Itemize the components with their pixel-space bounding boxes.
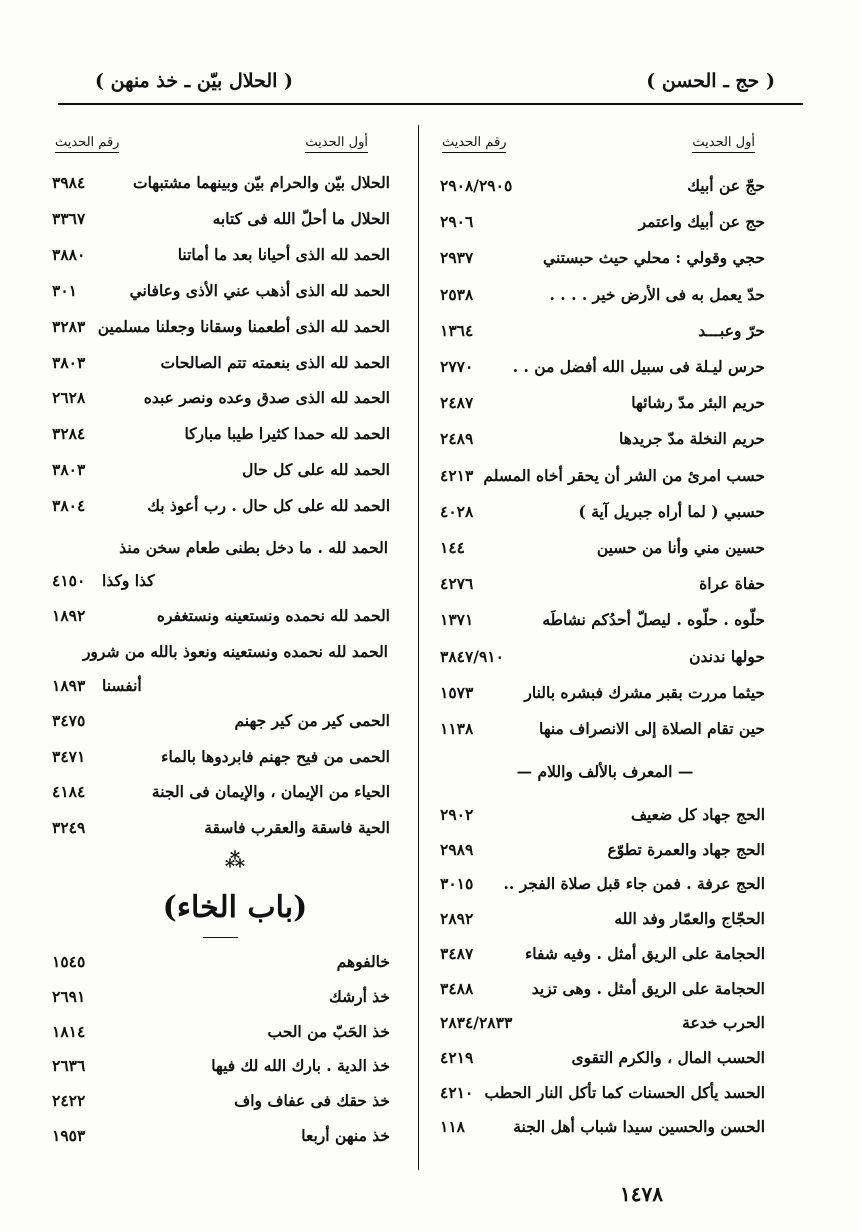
hadith-number: ٢٤٨٩ (440, 429, 474, 449)
hadith-opening-text: حج عن أبيك واعتمر (638, 212, 765, 232)
hadith-opening-text: حريم النخلة مدّ جريدها (618, 429, 765, 449)
left-col-num-header: رقم الحديث (55, 135, 119, 153)
hadith-opening-text: الحياء من الإيمان ، والإيمان فى الجنة (151, 782, 390, 801)
hadith-number: ٤٢١٣ (440, 465, 474, 485)
left-index-entry (52, 987, 390, 1017)
right-index-entry (440, 176, 765, 206)
hadith-opening-text: الحية فاسقة والعقرب فاسقة (204, 817, 390, 837)
left-multi-2-num: ١٨٩٣ (52, 676, 86, 695)
chapter-title-rule (203, 937, 238, 938)
right-index-entry (440, 466, 765, 496)
right-index-entry (440, 429, 765, 459)
right-index-entry (440, 574, 765, 604)
hadith-number: ٤١٨٤ (52, 782, 86, 801)
hadith-number: ٣٨٠٣ (52, 460, 86, 480)
right-index-entry (440, 840, 765, 870)
hadith-number: ٢٩٨٩ (440, 839, 474, 859)
running-header-right: ( حج ـ الحسن ) (646, 70, 775, 92)
hadith-number: ٣٢٨٤ (52, 424, 86, 444)
hadith-number: ١٩٥٣ (52, 1126, 86, 1145)
hadith-number: ٢٤٨٧ (440, 393, 474, 413)
hadith-number: ٣٠١ (52, 280, 77, 300)
hadith-number: ٣٤٧٥ (52, 711, 86, 730)
right-index-entry (440, 1013, 765, 1043)
hadith-opening-text: الحمى من فيح جهنم فابردوها بالماء (161, 746, 390, 766)
hadith-opening-text: حيثما مررت بقبر مشرك فبشره بالنار (524, 682, 765, 702)
hadith-number: ١٤٤ (440, 538, 465, 557)
left-index-entry (52, 1091, 390, 1121)
left-index-entry (52, 782, 390, 812)
hadith-opening-text: الحمد لله الذى أطعمنا وسقانا وجعلنا مسلمين (97, 316, 390, 336)
right-col-num-header: رقم الحديث (442, 135, 506, 153)
hadith-opening-text: الحسد يأكل الحسنات كما تأكل النار الحطب (484, 1082, 765, 1102)
hadith-opening-text: الحج جهاد كل ضعيف (630, 805, 765, 824)
hadith-opening-text: حسب امرئ من الشر أن يحقر أخاه المسلم (483, 465, 765, 485)
hadith-opening-text: حرس ليـلة فى سبيل الله أفضل من . . (512, 357, 765, 376)
hadith-number: ٤٠٢٨ (440, 501, 474, 521)
section-title: — المعرف بالألف واللام — (516, 762, 694, 781)
hadith-opening-text: الحسب المال ، والكرم التقوى (571, 1047, 765, 1067)
column-divider (418, 125, 419, 1170)
hadith-number: ٤٢١٩ (440, 1047, 474, 1067)
hadith-number: ٣٤٨٧ (440, 943, 474, 963)
hadith-opening-text: الحمد لله نحمده ونستعينه ونستغفره (156, 606, 390, 625)
hadith-number: ٣٢٨٣ (52, 316, 86, 336)
right-index-entry (440, 1048, 765, 1078)
left-index-entry (52, 460, 390, 490)
chapter-title: (باب الخاء) (162, 890, 308, 925)
hadith-number: ٤٢٧٦ (440, 574, 474, 594)
left-index-entry (52, 173, 390, 203)
hadith-opening-text: الحج جهاد والعمرة تطوّع (607, 839, 765, 859)
hadith-number: ١٨١٤ (52, 1021, 86, 1041)
left-index-entry (52, 388, 390, 418)
hadith-opening-text: خذ الحَبّ من الحب (267, 1021, 390, 1041)
right-index-entry (440, 719, 765, 749)
right-index-entry (440, 1117, 765, 1147)
hadith-opening-text: الحمى كير من كير جهنم (234, 711, 390, 730)
right-index-entry (440, 1083, 765, 1113)
hadith-opening-text: حدّ يعمل به فى الأرض خير . . . . (549, 284, 765, 304)
hadith-number: ٢٥٣٨ (440, 284, 474, 304)
hadith-number: ٣٤٧١ (52, 746, 86, 766)
hadith-number: ١١٨ (440, 1117, 465, 1137)
hadith-number: ٣٨٤٧/٩١٠ (440, 646, 504, 666)
hadith-number: ١٥٧٣ (440, 682, 474, 702)
hadith-number: ٢٨٩٢ (440, 909, 474, 929)
hadith-opening-text: الحمد لله الذى بنعمته تتم الصالحات (160, 352, 390, 372)
hadith-opening-text: خالفوهم (336, 952, 390, 971)
hadith-number: ٢٦٢٨ (52, 388, 86, 408)
left-index-entry (52, 747, 390, 777)
hadith-opening-text: خذ أرشك (329, 986, 390, 1006)
hadith-opening-text: خذ منهن أربعا (301, 1126, 390, 1145)
hadith-number: ١٣٧١ (440, 610, 474, 630)
hadith-opening-text: الحلال ما أحلّ الله فى كتابه (212, 208, 390, 228)
hadith-opening-text: الحمد لله الذى صدق وعده ونصر عبده (143, 388, 390, 408)
hadith-number: ٣٩٨٤ (52, 173, 86, 192)
hadith-opening-text: حفاة عراة (699, 574, 765, 594)
left-index-entry (52, 1126, 390, 1156)
hadith-number: ٢٤٢٢ (52, 1091, 86, 1111)
left-index-entry (52, 424, 390, 454)
left-index-entry (52, 496, 390, 526)
page-number: ١٤٧٨ (620, 1182, 663, 1206)
hadith-opening-text: حسبي ( لما أراه جبريل آية ) (578, 501, 765, 521)
hadith-number: ١٥٤٥ (52, 952, 86, 971)
right-index-entry (440, 874, 765, 904)
left-multi-1-line1: الحمد لله . ما دخل بطنى طعام سخن منذ (119, 538, 388, 557)
left-index-entry (52, 245, 390, 275)
right-index-entry (440, 610, 765, 640)
right-index-entry (440, 538, 765, 568)
left-multi-1-line2: كذا وكذا (102, 571, 155, 590)
hadith-number: ١١٣٨ (440, 719, 474, 738)
left-index-entry (52, 1056, 390, 1086)
hadith-number: ٣٨٨٠ (52, 244, 86, 264)
hadith-opening-text: الحجامة على الريق أمثل . وفيه شفاء (524, 943, 765, 963)
hadith-number: ٣٣٦٧ (52, 208, 86, 228)
hadith-opening-text: حين تقام الصلاة إلى الانصراف منها (539, 719, 765, 738)
hadith-number: ٢٦٩١ (52, 986, 86, 1006)
hadith-opening-text: الحمد لله الذى أذهب عني الأذى وعافاني (129, 280, 390, 300)
hadith-opening-text: الحمد لله حمدا كثيرا طيبا مباركا (184, 424, 390, 444)
hadith-number: ٣٤٨٨ (440, 978, 474, 998)
hadith-opening-text: حجّ عن أبيك (687, 176, 765, 195)
right-index-entry (440, 944, 765, 974)
hadith-opening-text: الحسن والحسين سيدا شباب أهل الجنة (513, 1117, 765, 1137)
right-index-entry (440, 321, 765, 351)
right-index-entry (440, 979, 765, 1009)
right-index-entry (440, 805, 765, 835)
left-index-entry (52, 353, 390, 383)
left-multi-2-line2: أنفسنا (102, 676, 142, 695)
header-rule (58, 103, 803, 105)
right-index-entry (440, 647, 765, 677)
hadith-number: ٣٠١٥ (440, 874, 474, 894)
hadith-opening-text: الحجامة على الريق أمثل . وهى تزيد (531, 978, 765, 998)
hadith-number: ٣٢٤٩ (52, 817, 86, 837)
left-index-entry (52, 818, 390, 848)
hadith-number: ٣٨٠٣ (52, 352, 86, 372)
right-col-text-header: أول الحديث (692, 135, 755, 153)
hadith-number: ٢٦٣٦ (52, 1056, 86, 1076)
hadith-opening-text: حرّ وعبـــد (698, 320, 765, 340)
hadith-opening-text: الحمد لله على كل حال (242, 460, 390, 480)
hadith-number: ٣٨٠٤ (52, 496, 86, 516)
left-index-entry (52, 606, 390, 636)
left-col-text-header: أول الحديث (305, 135, 368, 153)
hadith-number: ٢٩٠٦ (440, 212, 474, 232)
left-index-entry (52, 1022, 390, 1052)
hadith-number: ٢٨٣٤/٢٨٣٣ (440, 1013, 513, 1033)
hadith-opening-text: حجي وقولي : محلي حيث حبستني (543, 248, 765, 268)
hadith-number: ١٣٦٤ (440, 320, 474, 340)
right-index-entry (440, 285, 765, 315)
left-index-entry (52, 317, 390, 347)
hadith-opening-text: الحمد لله الذى أحيانا بعد ما أماتنا (177, 244, 390, 264)
hadith-number: ٢٩٣٧ (440, 248, 474, 268)
hadith-number: ٢٩٠٢ (440, 805, 474, 824)
hadith-opening-text: خذ الدية . بارك الله لك فيها (211, 1056, 390, 1076)
hadith-number: ٢٩٠٨/٢٩٠٥ (440, 176, 513, 195)
right-index-entry (440, 212, 765, 242)
right-index-entry (440, 909, 765, 939)
hadith-opening-text: الحرب خدعة (682, 1013, 765, 1033)
right-index-entry (440, 248, 765, 278)
hadith-number: ٤٢١٠ (440, 1082, 474, 1102)
hadith-number: ٢٧٧٠ (440, 357, 474, 376)
left-multi-2-line1: الحمد لله نحمده ونستعينه ونعوذ بالله من شرور (82, 642, 388, 661)
hadith-opening-text: الحج عرفة . فمن جاء قبل صلاة الفجر .. (503, 874, 765, 894)
hadith-opening-text: خذ حقك فى عفاف واف (234, 1091, 390, 1111)
right-index-entry (440, 683, 765, 713)
right-index-entry (440, 502, 765, 532)
left-index-entry (52, 209, 390, 239)
hadith-opening-text: الحجّاج والعمّار وفد الله (614, 909, 765, 929)
hadith-opening-text: الحمد لله على كل حال . رب أعوذ بك (147, 496, 390, 516)
hadith-opening-text: حلّوه . حلّوه . ليصلّ أحدُكم نشاطَه (542, 610, 765, 630)
section-separator-stars: ⁂ (224, 848, 246, 872)
hadith-number: ١٨٩٢ (52, 606, 86, 625)
left-multi-1-num: ٤١٥٠ (52, 571, 86, 590)
hadith-opening-text: الحلال بيّن والحرام بيّن وبينهما مشتبهات (132, 173, 390, 192)
left-index-entry (52, 952, 390, 982)
hadith-opening-text: حريم البئر مدّ رشائها (631, 393, 765, 413)
right-index-entry (440, 393, 765, 423)
left-index-entry (52, 281, 390, 311)
right-index-entry (440, 357, 765, 387)
left-index-entry (52, 711, 390, 741)
hadith-opening-text: حسين مني وأنا من حسين (596, 538, 765, 557)
hadith-opening-text: حولها ندندن (689, 646, 765, 666)
running-header-left: ( الحلال بيّن ـ خذ منهن ) (95, 70, 294, 92)
